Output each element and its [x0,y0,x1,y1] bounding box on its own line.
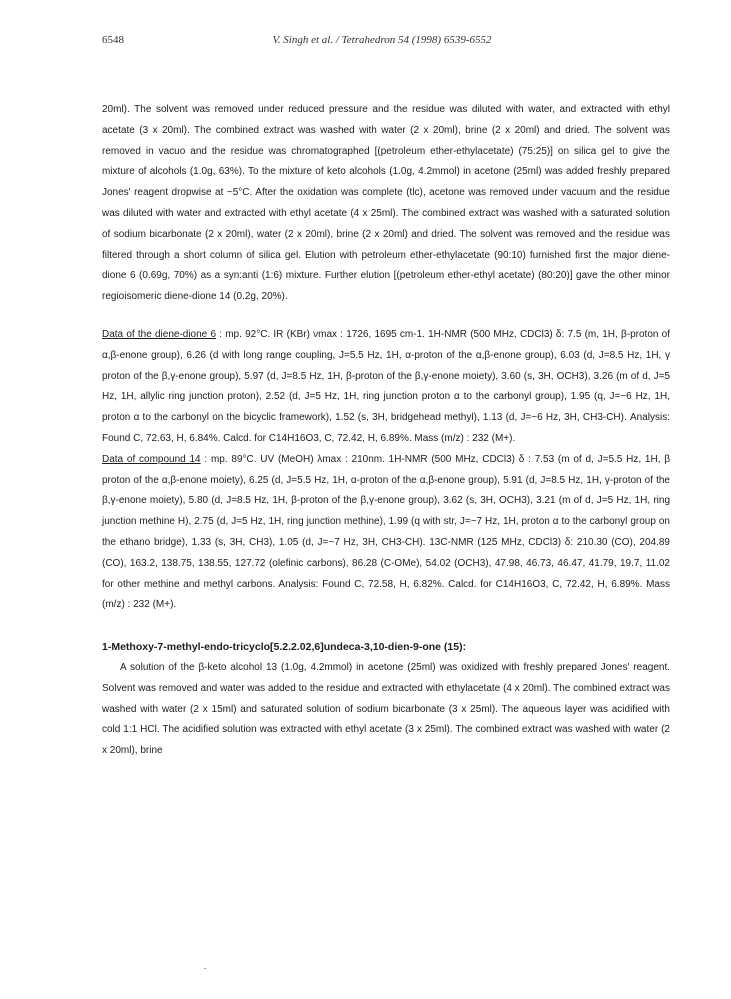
data-text-compound-14: : mp. 89°C. UV (MeOH) λmax : 210nm. 1H-NMR (500 MHz, CDCl3) δ : 7.53 (m of d, J=5.5 Hz, 1H, β proton of the α,β-enone moiety), 6.25 (d, J=5.5 Hz, 1H, α-proton of the α,β-enone group), 5.91 (d, J=8.5 Hz, 1H, γ-proton of the β,γ-enone moiety), 5.80 (d, J=8.5 Hz, 1H, β-proton of the β,γ-enone group), 3.62 (s, 3H, OCH3), 3.21 (m of d, J=5 Hz, 1H, ring junction methine H), 2.75 (d, J=5 Hz, 1H, ring junction methine), 1.99 (q with str, J=~7 Hz, 1H, proton α to the carbonyl group on the ethano bridge), 1.33 (s, 3H, CH3), 1.05 (d, J=~7 Hz, 3H, CH3-CH). 13C-NMR (125 MHz, CDCl3) δ: 210.30 (CO), 204.89 (CO), 163.2, 138.75, 138.55, 127.72 (olefinic carbons), 86.28 (C-OMe), 54.02 (OCH3), 47.98, 46.73, 46.47, 41.79, 19.7, 11.02 for other methine and methyl carbons. Analysis: Found C, 72.58, H, 6.82%. Calcd. for C14H16O3, C, 72.42, H, 6.89%. Mass (m/z) : 232 (M+). [102,453,670,611]
scan-speck [204,968,206,969]
experimental-paragraph-1: 20ml). The solvent was removed under reduced pressure and the residue was diluted with water, and extracted with ethyl acetate (3 x 20ml). The combined extract was washed with water (2 x 20ml), brine (2 x 20ml) and dried. The solvent was removed in vacuo and the residue was chromatographed [(petroleum ether-ethylacetate) (75:25)] on silica gel to give the mixture of alcohols (1.0g, 63%). To the mixture of keto alcohols (1.0g, 4.2mmol) in acetone (25ml) was added freshly prepared Jones' reagent dropwise at ~5°C. After the oxidation was complete (tlc), acetone was removed under vacuum and the residue was diluted with water and extracted with ethyl acetate (4 x 25ml). The combined extract was washed with a saturated solution of sodium bicarbonate (2 x 20ml), water (2 x 20ml), brine (2 x 20ml) and dried. The solvent was removed and the residue was filtered through a short column of silica gel. Elution with petroleum ether-ethylacetate (90:10) furnished first the major diene-dione 6 (0.69g, 70%) as a syn:anti (1:6) mixture. Further elution [(petroleum ether-ethyl acetate) (80:20)] gave the other minor regioisomeric diene-dione 14 (0.2g, 20%). [102,104,670,303]
article-body [102,100,670,762]
compound-15-heading: 1-Methoxy-7-methyl-endo-tricyclo[5.2.2.02,6]undeca-3,10-dien-9-one (15): [102,641,467,654]
running-title: V. Singh et al. / Tetrahedron 54 (1998) 6539-6552 [272,34,492,46]
running-header [102,34,662,50]
data-label-diene-dione-6: Data of the diene-dione 6 [102,328,217,340]
data-label-compound-14: Data of compound 14 [102,453,201,465]
data-paragraph-compound-14 [102,450,670,616]
experimental-paragraph-compound-15: A solution of the β-keto alcohol 13 (1.0g, 4.2mmol) in acetone (25ml) was oxidized with freshly prepared Jones' reagent. Solvent was removed and water was added to the residue and extracted with ethylacetate (4 x 20ml). The combined extract was washed with water (2 x 15ml) and saturated solution of sodium bicarbonate (3 x 25ml). The aqueous layer was acidified with cold 1:1 HCl. The acidified solution was extracted with ethyl acetate (3 x 25ml). The combined extract was washed with water (2 x 20ml), brine [102,661,670,757]
data-paragraph-diene-dione-6 [102,325,670,450]
page-number: 6548 [102,34,124,46]
data-text-diene-dione-6: : mp. 92°C. IR (KBr) νmax : 1726, 1695 cm-1. 1H-NMR (500 MHz, CDCl3) δ: 7.5 (m, 1H, β-proton of α,β-enone group), 6.26 (d with long range coupling, J=5.5 Hz, 1H, α-proton of the α,β-enone group), 6.03 (d, J=8.5 Hz, 1H, γ proton of the β,γ-enone group), 5.97 (d, J=8.5 Hz, 1H, β-proton of the β,γ-enone moiety), 3.60 (s, 3H, OCH3), 3.26 (m of d, J=5 Hz, 1H, allylic ring junction proton), 2.52 (d, J=5 Hz, 1H, ring junction proton α to the carbonyl group), 1.95 (q, J=~6 Hz, 1H, proton α to the carbonyl on the bicyclic framework), 1.52 (s, 3H, bridgehead methyl), 1.13 (d, J=~6 Hz, 3H, CH3-CH). Analysis: Found C, 72.63, H, 6.84%. Calcd. for C14H16O3, C, 72.42, H, 6.89%. Mass (m/z) : 232 (M+). [102,328,670,444]
